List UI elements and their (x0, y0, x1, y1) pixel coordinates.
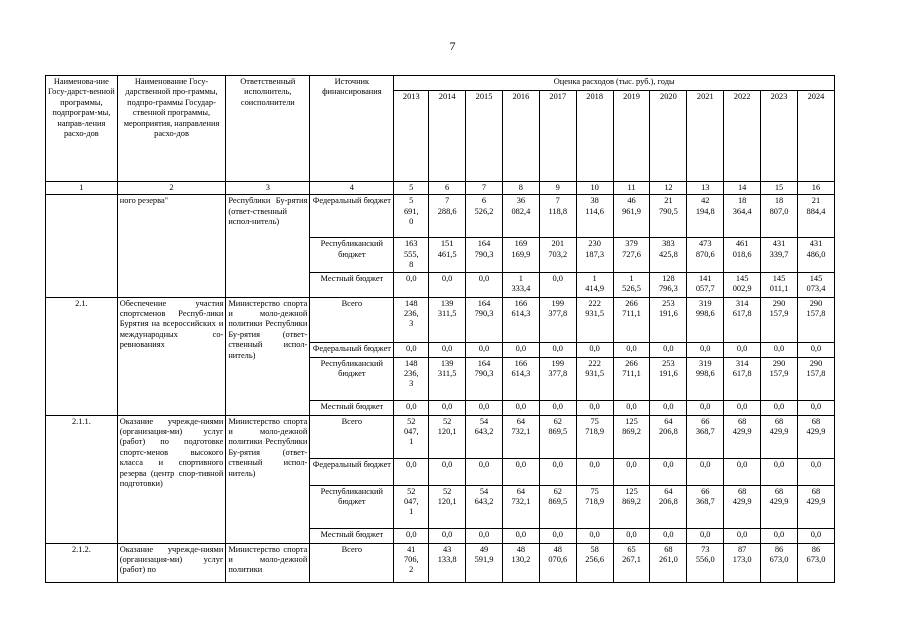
value-cell: 0,0 (687, 528, 724, 543)
column-number: 10 (576, 182, 613, 195)
year-cell: 2020 (650, 91, 687, 182)
value-cell: 199 377,8 (539, 357, 576, 400)
value-cell: 431 339,7 (761, 238, 798, 272)
value-cell: 0,0 (687, 458, 724, 485)
year-cell: 2023 (761, 91, 798, 182)
value-cell: 431 486,0 (797, 238, 834, 272)
year-cell: 2021 (687, 91, 724, 182)
value-cell: 148 236, 3 (394, 297, 429, 342)
value-cell: 0,0 (650, 342, 687, 357)
value-cell: 230 187,3 (576, 238, 613, 272)
column-number: 4 (310, 182, 394, 195)
row-source: Местный бюджет (310, 528, 394, 543)
year-cell: 2018 (576, 91, 613, 182)
value-cell: 21 790,5 (650, 195, 687, 238)
row-code (46, 195, 118, 297)
column-number: 16 (797, 182, 834, 195)
value-cell: 0,0 (576, 458, 613, 485)
value-cell: 125 869,2 (613, 485, 650, 528)
year-cell: 2019 (613, 91, 650, 182)
year-cell: 2017 (539, 91, 576, 182)
value-cell: 0,0 (394, 528, 429, 543)
value-cell: 43 133,8 (429, 543, 466, 582)
value-cell: 62 869,5 (539, 485, 576, 528)
value-cell: 253 191,6 (650, 357, 687, 400)
value-cell: 164 790,3 (466, 357, 503, 400)
value-cell: 0,0 (394, 342, 429, 357)
value-cell: 52 120,1 (429, 485, 466, 528)
value-cell: 0,0 (502, 528, 539, 543)
value-cell: 0,0 (797, 400, 834, 415)
value-cell: 461 018,6 (724, 238, 761, 272)
value-cell: 86 673,0 (797, 543, 834, 582)
value-cell: 314 617,8 (724, 357, 761, 400)
value-cell: 48 130,2 (502, 543, 539, 582)
column-number: 6 (429, 182, 466, 195)
value-cell: 139 311,5 (429, 357, 466, 400)
value-cell: 314 617,8 (724, 297, 761, 342)
row-code: 2.1.2. (46, 543, 118, 582)
row-code: 2.1.1. (46, 415, 118, 543)
value-cell: 0,0 (576, 342, 613, 357)
value-cell: 379 727,6 (613, 238, 650, 272)
header-estimate: Оценка расходов (тыс. руб.), годы (394, 76, 835, 91)
value-cell: 1 526,5 (613, 272, 650, 297)
value-cell: 0,0 (429, 458, 466, 485)
value-cell: 0,0 (724, 400, 761, 415)
value-cell: 0,0 (466, 458, 503, 485)
row-responsible: Республики Бу-рятия (ответ-ственный испол-нитель) (226, 195, 310, 297)
value-cell: 0,0 (394, 272, 429, 297)
value-cell: 290 157,8 (797, 357, 834, 400)
column-number: 12 (650, 182, 687, 195)
value-cell: 0,0 (429, 272, 466, 297)
value-cell: 1 414,9 (576, 272, 613, 297)
row-source: Республиканский бюджет (310, 238, 394, 272)
row-source: Республиканский бюджет (310, 357, 394, 400)
value-cell: 128 796,3 (650, 272, 687, 297)
value-cell: 0,0 (466, 272, 503, 297)
value-cell: 0,0 (502, 400, 539, 415)
value-cell: 6 526,2 (466, 195, 503, 238)
value-cell: 0,0 (650, 458, 687, 485)
value-cell: 62 869,5 (539, 415, 576, 458)
value-cell: 290 157,9 (761, 357, 798, 400)
value-cell: 5 691, 0 (394, 195, 429, 238)
value-cell: 125 869,2 (613, 415, 650, 458)
value-cell: 253 191,6 (650, 297, 687, 342)
row-name: ного резерва" (117, 195, 226, 297)
value-cell: 52 047, 1 (394, 485, 429, 528)
value-cell: 58 256,6 (576, 543, 613, 582)
value-cell: 290 157,8 (797, 297, 834, 342)
row-source: Местный бюджет (310, 272, 394, 297)
value-cell: 0,0 (724, 458, 761, 485)
value-cell: 148 236, 3 (394, 357, 429, 400)
value-cell: 0,0 (724, 342, 761, 357)
value-cell: 65 267,1 (613, 543, 650, 582)
year-cell: 2013 (394, 91, 429, 182)
value-cell: 0,0 (466, 400, 503, 415)
row-responsible: Министерство спорта и моло-дежной политики (226, 543, 310, 582)
row-name: Оказание учрежде-ниями (организация-ми) услуг (работ) по (117, 543, 226, 582)
value-cell: 54 643,2 (466, 485, 503, 528)
value-cell: 64 732,1 (502, 415, 539, 458)
value-cell: 48 070,6 (539, 543, 576, 582)
row-source: Всего (310, 415, 394, 458)
column-number: 7 (466, 182, 503, 195)
value-cell: 0,0 (724, 528, 761, 543)
value-cell: 169 169,9 (502, 238, 539, 272)
value-cell: 75 718,9 (576, 485, 613, 528)
value-cell: 319 998,6 (687, 357, 724, 400)
table-row (46, 415, 835, 458)
value-cell: 0,0 (613, 528, 650, 543)
value-cell: 0,0 (576, 528, 613, 543)
value-cell: 1 333,4 (502, 272, 539, 297)
value-cell: 0,0 (539, 528, 576, 543)
value-cell: 46 961,9 (613, 195, 650, 238)
value-cell: 473 870,6 (687, 238, 724, 272)
value-cell: 68 429,9 (724, 415, 761, 458)
value-cell: 164 790,3 (466, 297, 503, 342)
value-cell: 0,0 (502, 342, 539, 357)
row-source: Федеральный бюджет (310, 195, 394, 238)
column-number: 3 (226, 182, 310, 195)
value-cell: 139 311,5 (429, 297, 466, 342)
value-cell: 66 368,7 (687, 485, 724, 528)
budget-table (45, 75, 835, 583)
row-name: Оказание учрежде-ниями (организация-ми) услуг (работ) по подготовке спортс-менов высокого класса и спортивного резерва (центр спор-тивной подготовки) (117, 415, 226, 543)
header-program: Наименова-ние Госу-дарст-венной программы, подпрограм-мы, направ-ления расхо-дов (46, 76, 118, 182)
value-cell: 68 429,9 (761, 415, 798, 458)
row-responsible: Министерство спорта и моло-дежной политики Республики Бу-рятия (ответ-ственный испол-нитель) (226, 415, 310, 543)
value-cell: 319 998,6 (687, 297, 724, 342)
row-source: Республиканский бюджет (310, 485, 394, 528)
year-cell: 2016 (502, 91, 539, 182)
value-cell: 64 206,8 (650, 415, 687, 458)
value-cell: 0,0 (687, 400, 724, 415)
table-row (46, 195, 835, 238)
value-cell: 0,0 (613, 400, 650, 415)
row-name: Обеспечение участия спортсменов Респуб-лики Бурятия на всероссийских и международных со-ревнованиях (117, 297, 226, 415)
value-cell: 18 807,0 (761, 195, 798, 238)
value-cell: 68 261,0 (650, 543, 687, 582)
value-cell: 0,0 (539, 272, 576, 297)
value-cell: 166 614,3 (502, 297, 539, 342)
value-cell: 0,0 (539, 458, 576, 485)
header-name: Наименование Госу-дарственной про-граммы, подпро-граммы Государ-ственной программы, мероприятия, направления расхо-дов (117, 76, 226, 182)
value-cell: 145 073,4 (797, 272, 834, 297)
value-cell: 54 643,2 (466, 415, 503, 458)
value-cell: 199 377,8 (539, 297, 576, 342)
value-cell: 66 368,7 (687, 415, 724, 458)
row-source: Федеральный бюджет (310, 342, 394, 357)
value-cell: 0,0 (613, 458, 650, 485)
value-cell: 151 461,5 (429, 238, 466, 272)
column-number: 8 (502, 182, 539, 195)
value-cell: 68 429,9 (724, 485, 761, 528)
value-cell: 41 706, 2 (394, 543, 429, 582)
value-cell: 18 364,4 (724, 195, 761, 238)
value-cell: 0,0 (502, 458, 539, 485)
row-responsible: Министерство спорта и моло-дежной политики Республики Бу-рятия (ответ-ственный испол-нитель) (226, 297, 310, 415)
value-cell: 145 002,9 (724, 272, 761, 297)
column-number: 15 (761, 182, 798, 195)
year-cell: 2024 (797, 91, 834, 182)
row-code: 2.1. (46, 297, 118, 415)
value-cell: 0,0 (429, 528, 466, 543)
value-cell: 0,0 (576, 400, 613, 415)
value-cell: 222 931,5 (576, 297, 613, 342)
value-cell: 0,0 (394, 458, 429, 485)
value-cell: 166 614,3 (502, 357, 539, 400)
value-cell: 141 057,7 (687, 272, 724, 297)
value-cell: 21 884,4 (797, 195, 834, 238)
value-cell: 52 047, 1 (394, 415, 429, 458)
value-cell: 163 555, 8 (394, 238, 429, 272)
row-source: Всего (310, 297, 394, 342)
value-cell: 0,0 (687, 342, 724, 357)
value-cell: 68 429,9 (797, 485, 834, 528)
value-cell: 201 703,2 (539, 238, 576, 272)
header-source: Источник финансирования (310, 76, 394, 182)
page-number: 7 (449, 39, 456, 53)
value-cell: 164 790,3 (466, 238, 503, 272)
year-cell: 2022 (724, 91, 761, 182)
row-source: Местный бюджет (310, 400, 394, 415)
value-cell: 73 556,0 (687, 543, 724, 582)
value-cell: 0,0 (761, 400, 798, 415)
value-cell: 222 931,5 (576, 357, 613, 400)
value-cell: 0,0 (539, 400, 576, 415)
table-row (46, 543, 835, 582)
row-source: Всего (310, 543, 394, 582)
value-cell: 0,0 (466, 342, 503, 357)
value-cell: 42 194,8 (687, 195, 724, 238)
value-cell: 64 206,8 (650, 485, 687, 528)
column-number: 14 (724, 182, 761, 195)
value-cell: 0,0 (761, 342, 798, 357)
value-cell: 0,0 (761, 458, 798, 485)
value-cell: 383 425,8 (650, 238, 687, 272)
value-cell: 68 429,9 (797, 415, 834, 458)
column-number: 2 (117, 182, 226, 195)
column-number-row (46, 182, 835, 195)
value-cell: 0,0 (613, 342, 650, 357)
value-cell: 68 429,9 (761, 485, 798, 528)
value-cell: 0,0 (466, 528, 503, 543)
value-cell: 64 732,1 (502, 485, 539, 528)
value-cell: 87 173,0 (724, 543, 761, 582)
row-source: Федеральный бюджет (310, 458, 394, 485)
column-number: 13 (687, 182, 724, 195)
year-cell: 2014 (429, 91, 466, 182)
value-cell: 75 718,9 (576, 415, 613, 458)
column-number: 1 (46, 182, 118, 195)
column-number: 11 (613, 182, 650, 195)
header-responsible: Ответственный исполнитель, соисполнители (226, 76, 310, 182)
column-number: 9 (539, 182, 576, 195)
value-cell: 0,0 (761, 528, 798, 543)
value-cell: 0,0 (429, 342, 466, 357)
value-cell: 0,0 (650, 400, 687, 415)
value-cell: 36 082,4 (502, 195, 539, 238)
value-cell: 0,0 (797, 528, 834, 543)
table-row (46, 297, 835, 342)
value-cell: 0,0 (797, 458, 834, 485)
value-cell: 0,0 (429, 400, 466, 415)
value-cell: 0,0 (539, 342, 576, 357)
value-cell: 0,0 (650, 528, 687, 543)
value-cell: 49 591,9 (466, 543, 503, 582)
year-cell: 2015 (466, 91, 503, 182)
value-cell: 266 711,1 (613, 357, 650, 400)
value-cell: 266 711,1 (613, 297, 650, 342)
value-cell: 52 120,1 (429, 415, 466, 458)
value-cell: 38 114,6 (576, 195, 613, 238)
value-cell: 290 157,9 (761, 297, 798, 342)
value-cell: 7 118,8 (539, 195, 576, 238)
value-cell: 7 288,6 (429, 195, 466, 238)
value-cell: 0,0 (394, 400, 429, 415)
value-cell: 145 011,1 (761, 272, 798, 297)
value-cell: 86 673,0 (761, 543, 798, 582)
value-cell: 0,0 (797, 342, 834, 357)
column-number: 5 (394, 182, 429, 195)
header-row-top (46, 76, 835, 91)
